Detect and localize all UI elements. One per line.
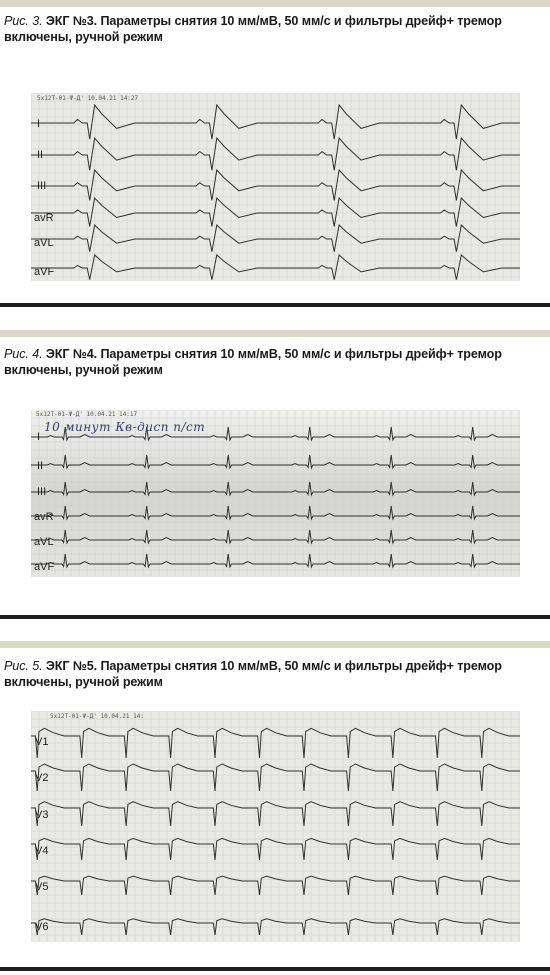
figure-4-header-print: 5x12T-01-Ψ-Д' 10.04.21 14:17 — [36, 411, 138, 418]
figure-3-top-bar — [0, 0, 550, 7]
figure-3-lead-label-5: aVL — [34, 237, 54, 249]
figure-5-title: ЭКГ №5. Параметры снятия 10 мм/мВ, 50 мм/с и фильтры дрейф+ тремор включены, ручной режим — [4, 659, 502, 689]
figure-5-lead-label-2: V2 — [35, 772, 49, 784]
figure-4-caption — [4, 346, 544, 378]
figure-3-lead-label-4: avR — [34, 212, 54, 224]
figure-4-lead-label-6: aVF — [34, 561, 55, 573]
figure-3-lead-label-3: III — [37, 180, 47, 192]
figure-5-ecg-svg — [31, 711, 520, 942]
figure-3-caption — [4, 13, 544, 45]
ecg-paper-shade — [31, 410, 520, 577]
figure-4-lead-label-5: aVL — [34, 536, 54, 548]
ecg-paper — [31, 711, 520, 942]
figure-5-ecg-strip — [31, 711, 520, 942]
figure-5-lead-label-3: V3 — [35, 809, 49, 821]
figure-3-bottom-rule — [0, 303, 550, 307]
figure-4-prefix: Рис. 4. — [4, 347, 43, 361]
figure-3-lead-label-2: II — [37, 149, 44, 161]
figure-5-caption — [4, 658, 544, 690]
figure-4-lead-label-3: III — [37, 486, 47, 498]
figure-3-ecg-svg — [31, 93, 520, 281]
figure-4-handwriting: 10 минут Кв-дисп п/ст — [44, 420, 206, 434]
figure-5-top-bar — [0, 641, 550, 648]
figure-3-lead-label-1: I — [37, 118, 41, 130]
figure-5-lead-label-5: V5 — [35, 881, 49, 893]
figure-4-top-bar — [0, 330, 550, 337]
figure-4-ecg-strip — [31, 410, 520, 577]
figure-3-header-print: 5x12T-01-Ψ-Д' 10.04.21 14:27 — [37, 95, 139, 102]
figure-4-lead-label-2: II — [37, 460, 44, 472]
figure-3-lead-label-6: aVF — [34, 266, 55, 278]
figure-4-ecg-svg — [31, 410, 520, 577]
figure-3-prefix: Рис. 3. — [4, 14, 43, 28]
figure-4-title: ЭКГ №4. Параметры снятия 10 мм/мВ, 50 мм/с и фильтры дрейф+ тремор включены, ручной режим — [4, 347, 502, 377]
figure-5-bottom-rule — [0, 967, 550, 971]
figure-5-header-print: 5x12T-01-Ψ-Д' 10.04.21 14: — [50, 713, 144, 720]
figure-3-title: ЭКГ №3. Параметры снятия 10 мм/мВ, 50 мм/с и фильтры дрейф+ тремор включены, ручной режим — [4, 14, 502, 44]
figure-4-lead-label-1: I — [37, 431, 41, 443]
figure-4-bottom-rule — [0, 615, 550, 619]
figure-5-prefix: Рис. 5. — [4, 659, 43, 673]
figure-4-lead-label-4: avR — [34, 511, 54, 523]
figure-5-lead-label-4: V4 — [35, 845, 49, 857]
figure-5-lead-label-6: V6 — [35, 921, 49, 933]
figure-5-lead-label-1: V1 — [35, 736, 49, 748]
figure-3-ecg-strip — [31, 93, 520, 281]
